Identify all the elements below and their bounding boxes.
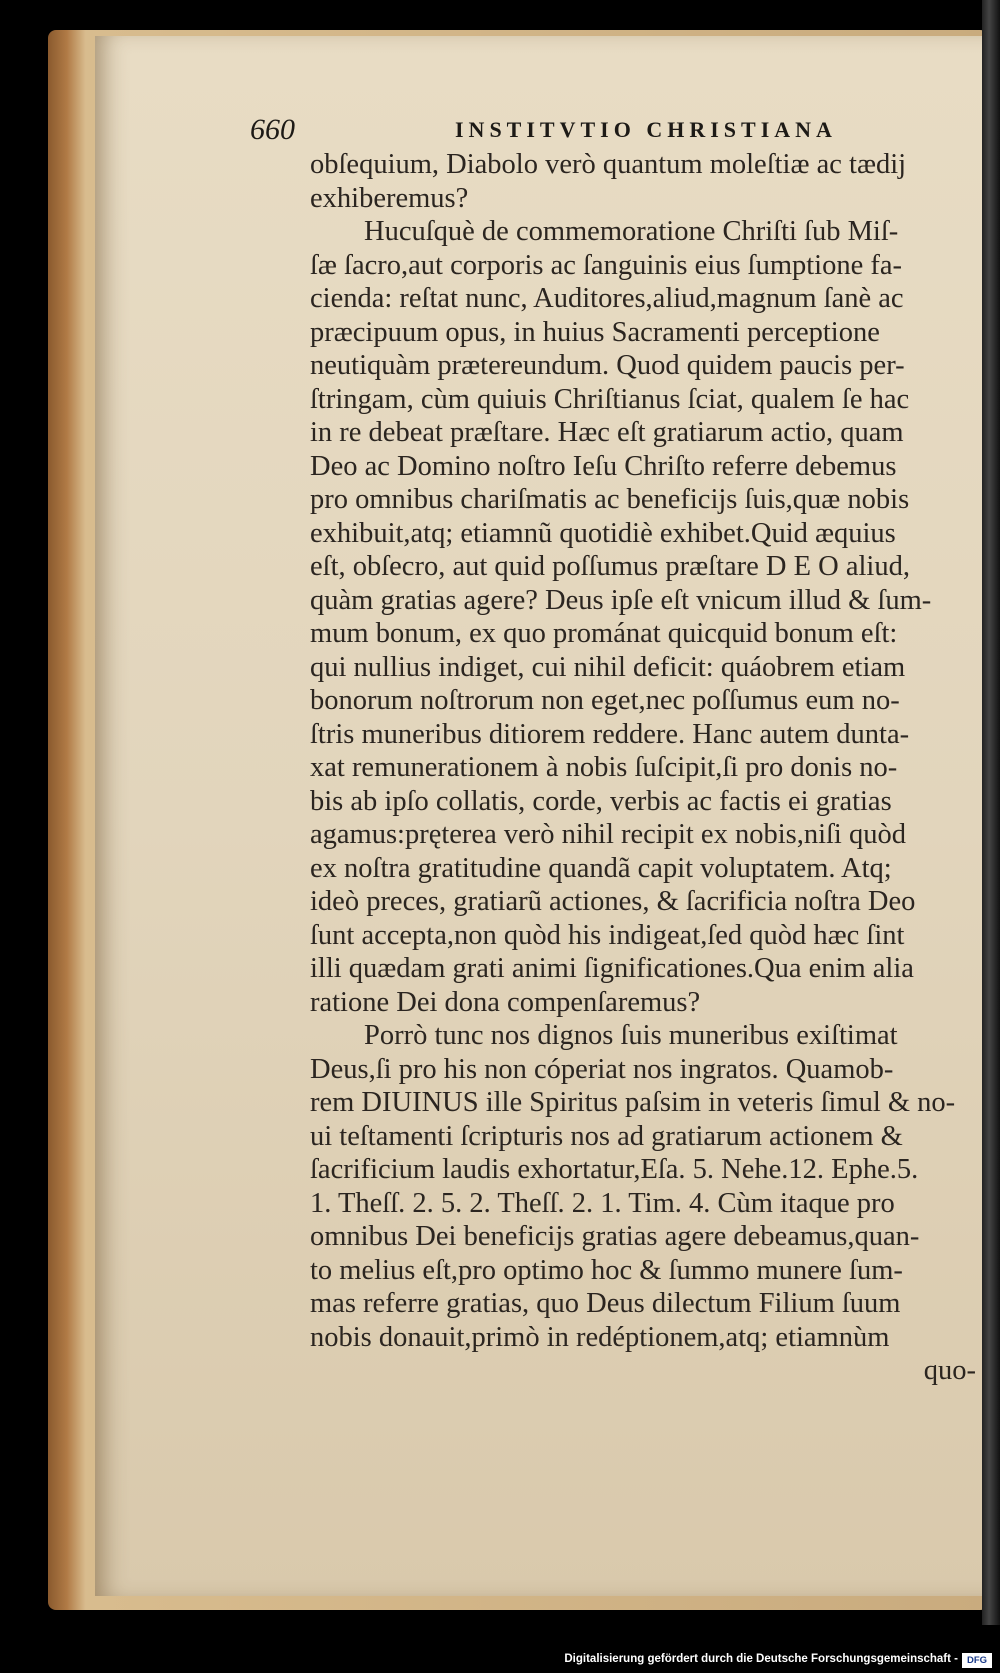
text-line: 1. Theſſ. 2. 5. 2. Theſſ. 2. 1. Tim. 4. Cùm itaque pro: [310, 1187, 895, 1219]
text-line: quàm gratias agere? Deus ipſe eſt vnicum illud & ſum-: [310, 584, 932, 616]
text-line: qui nullius indiget, cui nihil deficit: quáobrem etiam: [310, 651, 906, 683]
text-line: ſtris muneribus ditiorem reddere. Hanc autem dunta-: [310, 718, 910, 750]
running-head: INSTITVTIO CHRISTIANA: [455, 117, 837, 142]
text-line: nobis donauit,primò in redéptionem,atq; etiamnùm: [310, 1321, 890, 1353]
funding-notice: Digitalisierung gefördert durch die Deutsche Forschungsgemeinschaft -: [564, 1653, 958, 1665]
text-line: xat remunerationem à nobis ſuſcipit,ſi pro donis no-: [310, 752, 898, 783]
text-line: mum bonum, ex quo prománat quicquid bonum eſt:: [310, 618, 898, 649]
text-line: eſt, obſecro, aut quid poſſumus præſtare D E O aliud,: [310, 551, 910, 582]
text-line: rem DIUINUS ille Spiritus paſsim in veteris ſimul & no-: [310, 1087, 956, 1118]
text-line: neutiquàm prætereundum. Quod quidem paucis per-: [310, 350, 905, 381]
body-text: [310, 148, 980, 1388]
text-line: ſæ ſacro,aut corporis ac ſanguinis eius ſumptione fa-: [310, 249, 903, 281]
text-line: ex noſtra gratitudine quandã capit voluptatem. Atq;: [310, 852, 892, 884]
text-line: cienda: reſtat nunc, Auditores,aliud,magnum ſanè ac: [310, 283, 904, 314]
page-edge-strip: [982, 0, 1000, 1625]
text-line: Porrò tunc nos dignos ſuis muneribus exiſtimat: [364, 1020, 898, 1051]
text-line: ratione Dei dona compenſaremus?: [310, 986, 701, 1018]
text-line: obſequium, Diabolo verò quantum moleſtiæ ac tædij: [310, 149, 907, 180]
text-line: ui teſtamenti ſcripturis nos ad gratiarum actionem &: [310, 1120, 903, 1152]
text-line: bonorum noſtrorum non eget,nec poſſumus eum no-: [310, 685, 900, 716]
text-line: Deo ac Domino noſtro Ieſu Chriſto referre debemus: [310, 450, 897, 482]
digitization-footer: [0, 1650, 1000, 1673]
text-line: illi quædam grati animi ſignificationes.Qua enim alia: [310, 953, 914, 984]
text-line: bis ab ipſo collatis, corde, verbis ac factis ei gratias: [310, 785, 892, 817]
page-header: [250, 113, 980, 153]
text-line: præcipuum opus, in huius Sacramenti perceptione: [310, 316, 880, 348]
text-line: agamus:pręterea verò nihil recipit ex nobis,niſi quòd: [310, 819, 906, 850]
text-line: ideò preces, gratiarũ actiones, & ſacrificia noſtra Deo: [310, 886, 916, 917]
text-line: ſtringam, cùm quiuis Chriſtianus ſciat, qualem ſe hac: [310, 383, 910, 415]
text-line: Deus,ſi pro his non cóperiat nos ingratos. Quamob-: [310, 1053, 894, 1085]
text-line: exhiberemus?: [310, 182, 469, 214]
text-line: exhibuit,atq; etiamnũ quotidiè exhibet.Quid æquius: [310, 517, 896, 549]
text-line: mas referre gratias, quo Deus dilectum Filium ſuum: [310, 1288, 901, 1319]
text-line: Hucuſquè de commemoratione Chriſti ſub Miſ-: [364, 216, 899, 247]
text-line: ſacrificium laudis exhortatur,Eſa. 5. Nehe.12. Ephe.5.: [310, 1154, 919, 1185]
text-line: pro omnibus chariſmatis ac beneficijs ſuis,quæ nobis: [310, 484, 910, 515]
text-line: omnibus Dei beneficijs gratias agere debeamus,quan-: [310, 1221, 920, 1252]
text-line: ſunt accepta,non quòd his indigeat,ſed quòd hæc ſint: [310, 919, 905, 951]
text-line: in re debeat præſtare. Hæc eſt gratiarum actio, quam: [310, 417, 904, 448]
catchword: quo-: [923, 1355, 976, 1386]
dfg-logo: DFG: [962, 1653, 992, 1668]
page-number: 660: [250, 113, 295, 146]
text-line: to melius eſt,pro optimo hoc & ſummo munere ſum-: [310, 1254, 903, 1286]
